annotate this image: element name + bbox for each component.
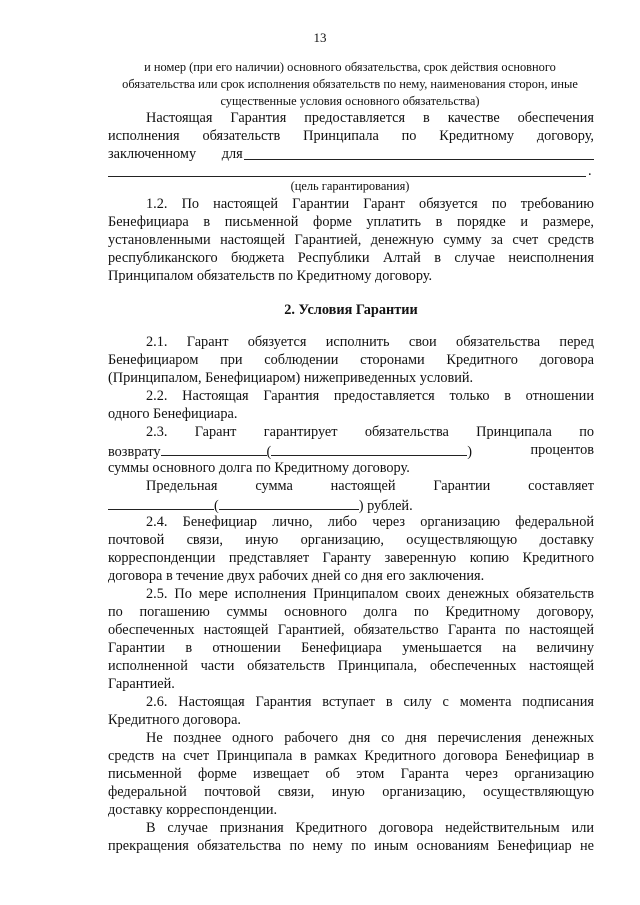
- text-line: установленными настоящей Гарантией, денежную сумму за счет средств: [108, 232, 594, 248]
- text-line: средств на счет Принципала в рамках Кредитного договора Бенефициар в: [108, 748, 594, 764]
- caption-line: обязательства или срок исполнения обязательств по нему, наименования сторон, иные: [122, 77, 578, 91]
- text-line: федеральной почтовой связи, иную организацию, осуществляющую: [108, 784, 594, 800]
- text-line: исполнения обязательств Принципала по Кредитному договору,: [108, 128, 594, 144]
- text-line: обеспеченных настоящей Гарантией, обязательство Гаранта по настоящей: [108, 622, 594, 638]
- text-line: договора в течение двух рабочих дней со дня его заключения.: [108, 568, 485, 584]
- text-line: (Принципалом, Бенефициаром) нижеприведенных условий.: [108, 370, 474, 386]
- text-line: Гарантией.: [108, 676, 175, 692]
- caption-line: (цель гарантирования): [290, 179, 410, 193]
- text-line: одного Бенефициара.: [108, 406, 238, 422]
- fill-in-blank: [271, 441, 467, 456]
- caption-line: и номер (при его наличии) основного обязательства, срок действия основного: [144, 60, 556, 74]
- text-line: республиканского бюджета Республики Алтай в случае неисполнения: [108, 250, 594, 266]
- text-line: почтовой связи, иную организацию, осуществляющую доставку: [108, 532, 594, 548]
- text-fragment: .: [588, 163, 592, 179]
- text-fragment: процентов: [530, 442, 594, 458]
- text-line: [108, 495, 594, 515]
- text-line: Предельная сумма настоящей Гарантии составляет: [146, 478, 594, 494]
- text-fragment: ) рублей.: [358, 498, 413, 514]
- text-line: Бенефициаром при соблюдении сторонами Кредитного договора: [108, 352, 594, 368]
- text-fragment: возврату: [108, 444, 161, 460]
- text-line: исполненной части обязательств Принципала, обеспеченных настоящей: [108, 658, 594, 674]
- text-line: 2.5. По мере исполнения Принципалом своих денежных обязательств: [146, 586, 594, 602]
- text-line: 1.2. По настоящей Гарантии Гарант обязуется по требованию: [146, 196, 594, 212]
- text-line: Кредитного договора.: [108, 712, 241, 728]
- page-number: 13: [313, 30, 327, 45]
- fill-in-blank: [161, 441, 267, 456]
- fill-in-blank: [244, 159, 594, 160]
- text-line: доставку корреспонденции.: [108, 802, 278, 818]
- text-line: по погашению суммы основного долга по Кредитному договору,: [108, 604, 594, 620]
- text-line: Не позднее одного рабочего дня со дня перечисления денежных: [146, 730, 594, 746]
- text-line: письменной форме извещает об этом Гаранта через организацию: [108, 766, 594, 782]
- text-fragment: ): [467, 444, 473, 460]
- text-line: 2.3. Гарант гарантирует обязательства Принципала по: [146, 424, 594, 440]
- text-line: Гарантии в отношении Бенефициара уменьшается на величину: [108, 640, 594, 656]
- text-line: корреспонденции представляет Гаранту заверенную копию Кредитного: [108, 550, 594, 566]
- text-fragment: заключенному для: [108, 146, 243, 162]
- text-line: 2.4. Бенефициар лично, либо через организацию федеральной: [146, 514, 594, 530]
- text-line: [108, 145, 594, 163]
- text-line: прекращения обязательства по нему по иным основаниям Бенефициар не: [108, 838, 594, 854]
- text-line: 2.6. Настоящая Гарантия вступает в силу с момента подписания: [146, 694, 594, 710]
- text-line: Бенефициара в письменной форме уплатить в порядке и размере,: [108, 214, 594, 230]
- text-line: 2.2. Настоящая Гарантия предоставляется только в отношении: [146, 388, 594, 404]
- text-line: В случае признания Кредитного договора недействительным или: [146, 820, 594, 836]
- text-fragment: (: [266, 444, 272, 460]
- text-line: Принципалом обязательств по Кредитному договору.: [108, 268, 433, 284]
- text-fragment: (: [214, 498, 219, 514]
- caption-line: существенные условия основного обязательства): [220, 94, 480, 108]
- text-line: 2.1. Гарант обязуется исполнить свои обязательства перед: [146, 334, 594, 350]
- text-line: Настоящая Гарантия предоставляется в качестве обеспечения: [146, 110, 594, 126]
- section-title: 2. Условия Гарантии: [284, 302, 418, 318]
- fill-in-blank: [219, 495, 359, 510]
- fill-in-blank: [108, 495, 214, 510]
- text-line: суммы основного долга по Кредитному договору.: [108, 460, 410, 476]
